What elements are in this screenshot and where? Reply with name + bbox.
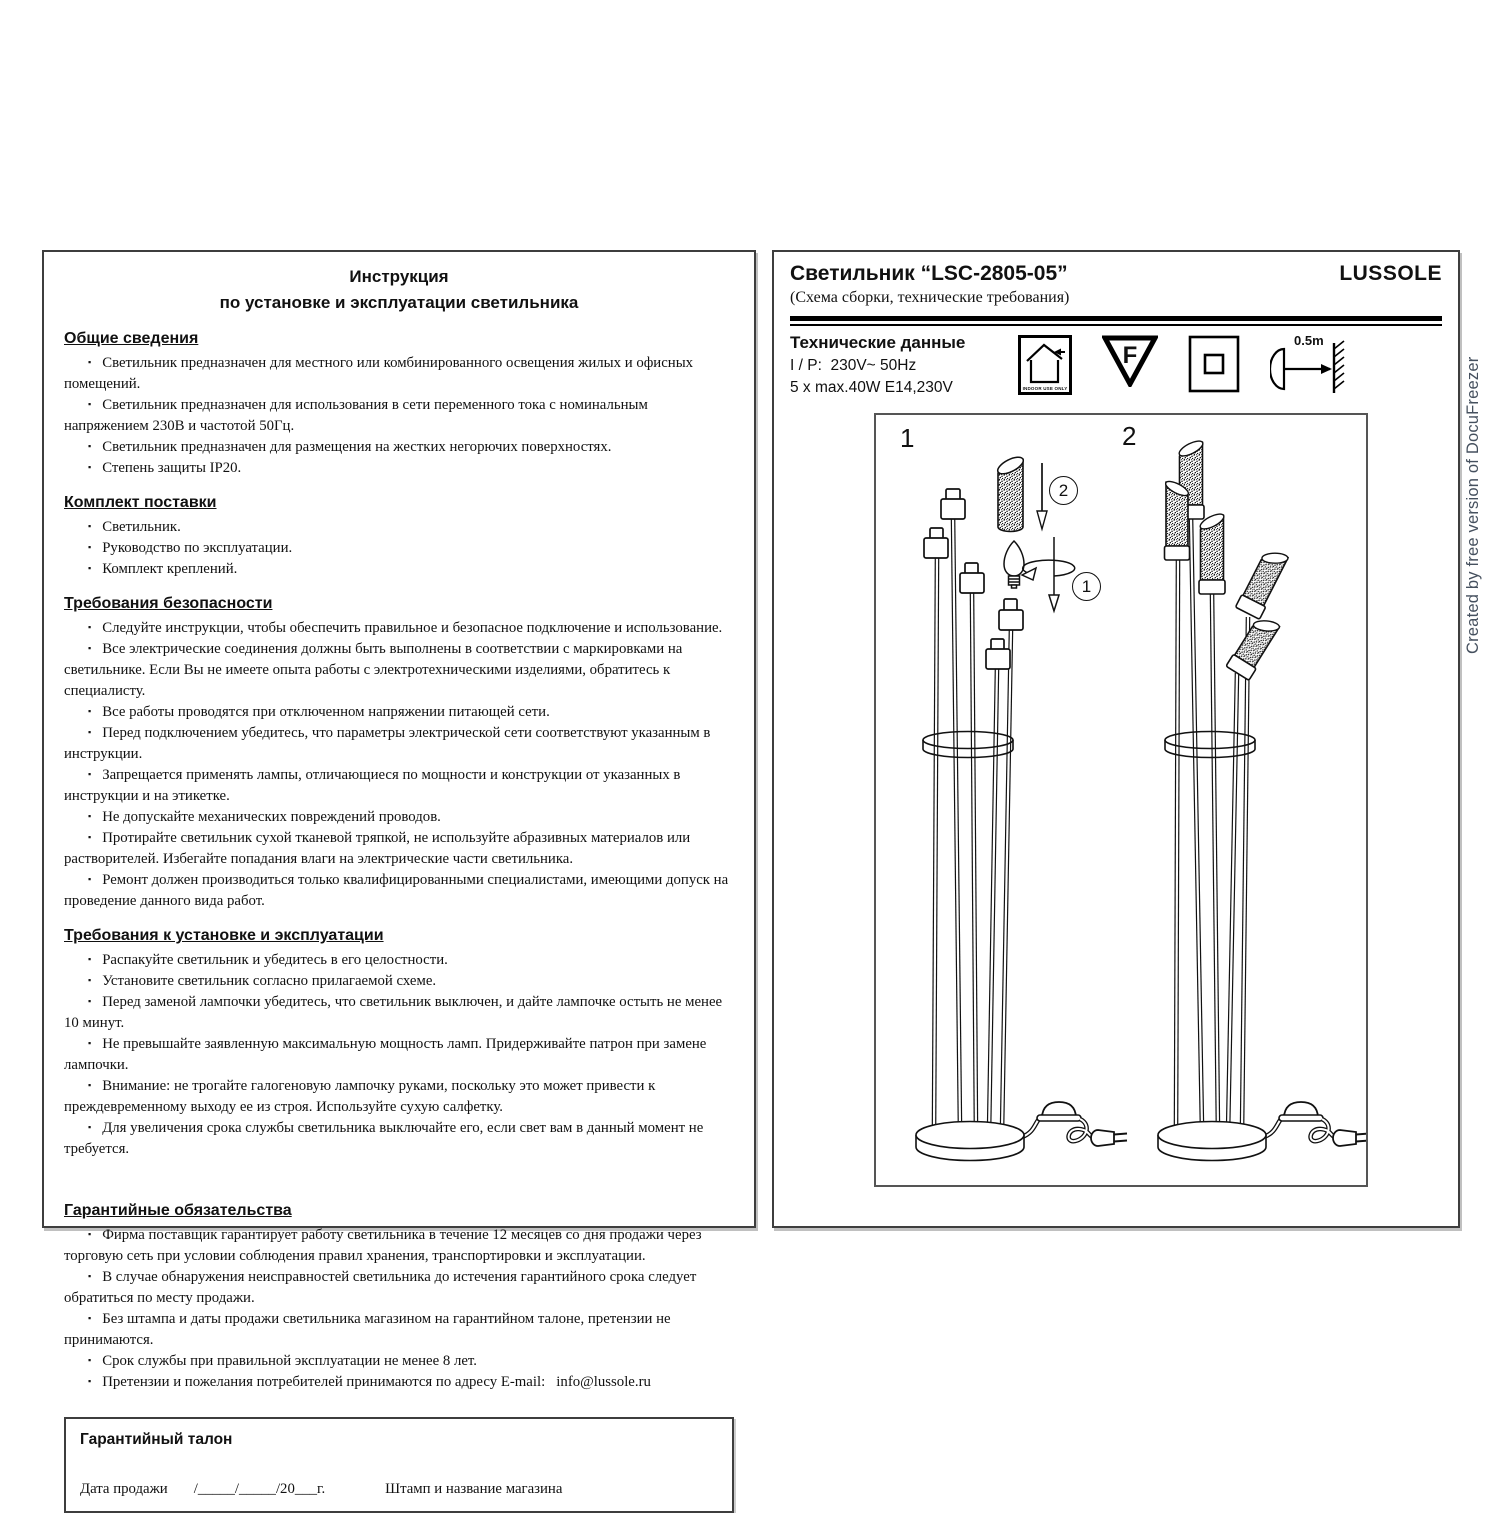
list-item: ▪ Перед подключением убедитесь, что параметры электрической сети соответствуют указанным в инструкции. xyxy=(64,723,734,765)
voltage-spec: I / P: 230V~ 50Hz xyxy=(790,357,917,374)
bullet-list xyxy=(64,950,734,1160)
mounted-shade xyxy=(1235,543,1292,620)
diagram-step-2-label: 2 xyxy=(1122,421,1137,451)
mounted-shade xyxy=(1198,511,1226,594)
list-item: ▪ Срок службы при правильной эксплуатации не менее 8 лет. xyxy=(64,1351,734,1372)
list-item: ▪ Не допускайте механических повреждений проводов. xyxy=(64,807,734,828)
section-installation-requirements xyxy=(64,927,734,1160)
list-item: ▪ Следуйте инструкции, чтобы обеспечить правильное и безопасное подключение и использование. xyxy=(64,618,734,639)
indoor-use-only-icon xyxy=(1018,335,1072,395)
list-item: ▪ Запрещается применять лампы, отличающиеся по мощности и конструкции от указанных в инструкции и на этикетке. xyxy=(64,765,734,807)
diagram-step-1-label: 1 xyxy=(900,423,915,453)
assembly-scheme-panel xyxy=(772,250,1460,1228)
insert-shade-arrow xyxy=(1037,463,1047,529)
bullet-list xyxy=(64,353,734,479)
list-item: ▪ Не превышайте заявленную максимальную мощность ламп. Придерживайте патрон при замене лампочки. xyxy=(64,1034,734,1076)
lamp-spec: 5 x max.40W E14,230V xyxy=(790,379,953,396)
bullet-list xyxy=(64,618,734,912)
title-line-2: по установке и эксплуатации светильника xyxy=(219,292,579,312)
warranty-coupon-box xyxy=(64,1417,734,1513)
list-item: ▪ Степень защиты IP20. xyxy=(64,458,734,479)
list-item: ▪ Ремонт должен производиться только квалифицированными специалистами, имеющими допуск на проведение данного вида работ. xyxy=(64,870,734,912)
list-item: ▪ Протирайте светильник сухой тканевой тряпкой, не используйте абразивных материалов или растворителей. Избегайте попадания влаги на электрические части светильника. xyxy=(64,828,734,870)
lamp-with-shades-illustration xyxy=(1158,438,1366,1160)
instruction-panel xyxy=(42,250,756,1497)
list-item: ▪ Комплект креплений. xyxy=(64,559,734,580)
page-title xyxy=(64,264,734,315)
sale-date-blank: /_____/_____/20___г. xyxy=(193,1481,326,1497)
list-item: ▪ Все электрические соединения должны быть выполнены в соответствии с маркировками на светильнике. Если Вы не имеете опыта работы с электротехническими изделиями, обратитесь к специалисту. xyxy=(64,639,734,702)
warranty-date-row xyxy=(80,1481,718,1498)
list-item: ▪ Светильник. xyxy=(64,517,734,538)
screw-rotation-arrow xyxy=(1022,537,1075,611)
shade-part xyxy=(995,454,1025,532)
min-distance-label: 0.5m xyxy=(1294,333,1324,348)
list-item: ▪ Фирма поставщик гарантирует работу светильника в течение 12 месяцев со дня продажи через торговую сеть при условии соблюдения правил хранения, транспортировки и эксплуатации. xyxy=(64,1225,734,1267)
callout-step-1: 1 xyxy=(1072,572,1101,601)
candle-bulb xyxy=(1004,541,1024,588)
list-item: ▪ Перед заменой лампочки убедитесь, что светильник выключен, и дайте лампочке остыть не менее 10 минут. xyxy=(64,992,734,1034)
panel-subtitle: (Схема сборки, технические требования) xyxy=(790,289,1070,306)
technical-data-block xyxy=(790,333,1018,397)
mounted-shade xyxy=(1225,610,1284,681)
certification-icons xyxy=(1018,335,1350,397)
right-panel-header xyxy=(790,262,1442,286)
section-heading: Общие сведения xyxy=(64,330,199,347)
assembly-diagram-box xyxy=(874,413,1368,1187)
list-item: ▪ Распакуйте светильник и убедитесь в его целостности. xyxy=(64,950,734,971)
brand-logo: LUSSOLE xyxy=(1339,262,1442,285)
lamp-without-shades-illustration xyxy=(916,454,1127,1161)
list-item: ▪ Внимание: не трогайте галогеновую лампочку руками, поскольку это может привести к преждевременному выходу ее из строя. Используйте сухую салфетку. xyxy=(64,1076,734,1118)
section-package-contents xyxy=(64,494,734,580)
section-general-info xyxy=(64,330,734,479)
section-heading: Гарантийные обязательства xyxy=(64,1202,292,1219)
bullet-list xyxy=(64,517,734,580)
docufreezer-watermark: Created by free version of DocuFreezer xyxy=(1464,356,1482,654)
technical-data-row xyxy=(790,333,1442,397)
f-mark-letter: F xyxy=(1122,342,1138,369)
bullet-list xyxy=(64,1225,734,1393)
list-item: ▪ Все работы проводятся при отключенном напряжении питающей сети. xyxy=(64,702,734,723)
list-item: ▪ Претензии и пожелания потребителей принимаются по адресу E-mail: info@lussole.ru xyxy=(64,1372,734,1393)
floor-lamp-assembly-drawing xyxy=(876,415,1366,1185)
indoor-use-only-label: INDOOR USE ONLY xyxy=(1022,386,1068,391)
section-warranty-obligations xyxy=(64,1202,734,1393)
section-heading: Требования безопасности xyxy=(64,595,273,612)
f-mark-icon xyxy=(1102,335,1158,387)
section-safety-requirements xyxy=(64,595,734,912)
warranty-coupon-title: Гарантийный талон xyxy=(80,1431,233,1448)
class-ii-insulation-icon xyxy=(1188,335,1240,393)
list-item: ▪ В случае обнаружения неисправностей светильника до истечения гарантийного срока следует обратиться по месту продажи. xyxy=(64,1267,734,1309)
mounted-shade xyxy=(1164,479,1190,560)
header-divider xyxy=(790,316,1442,326)
list-item: ▪ Руководство по эксплуатации. xyxy=(64,538,734,559)
technical-data-heading: Технические данные xyxy=(790,333,966,352)
shop-stamp-label: Штамп и название магазина xyxy=(385,1481,563,1497)
list-item: ▪ Для увеличения срока службы светильника выключайте его, если свет вам в данный момент не требуется. xyxy=(64,1118,734,1160)
min-distance-icon xyxy=(1270,335,1350,397)
list-item: ▪ Светильник предназначен для местного или комбинированного освещения жилых и офисных помещений. xyxy=(64,353,734,395)
list-item: ▪ Светильник предназначен для размещения на жестких негорючих поверхностях. xyxy=(64,437,734,458)
callout-step-2: 2 xyxy=(1049,476,1078,505)
product-title: Светильник “LSC-2805-05” xyxy=(790,262,1068,285)
list-item: ▪ Без штампа и даты продажи светильника магазином на гарантийном талоне, претензии не принимаются. xyxy=(64,1309,734,1351)
section-heading: Комплект поставки xyxy=(64,494,217,511)
list-item: ▪ Светильник предназначен для использования в сети переменного тока с номинальным напряжением 230В и частотой 50Гц. xyxy=(64,395,734,437)
list-item: ▪ Установите светильник согласно прилагаемой схеме. xyxy=(64,971,734,992)
title-line-1: Инструкция xyxy=(349,267,449,286)
section-heading: Требования к установке и эксплуатации xyxy=(64,927,384,944)
sale-date-label: Дата продажи xyxy=(80,1481,168,1497)
